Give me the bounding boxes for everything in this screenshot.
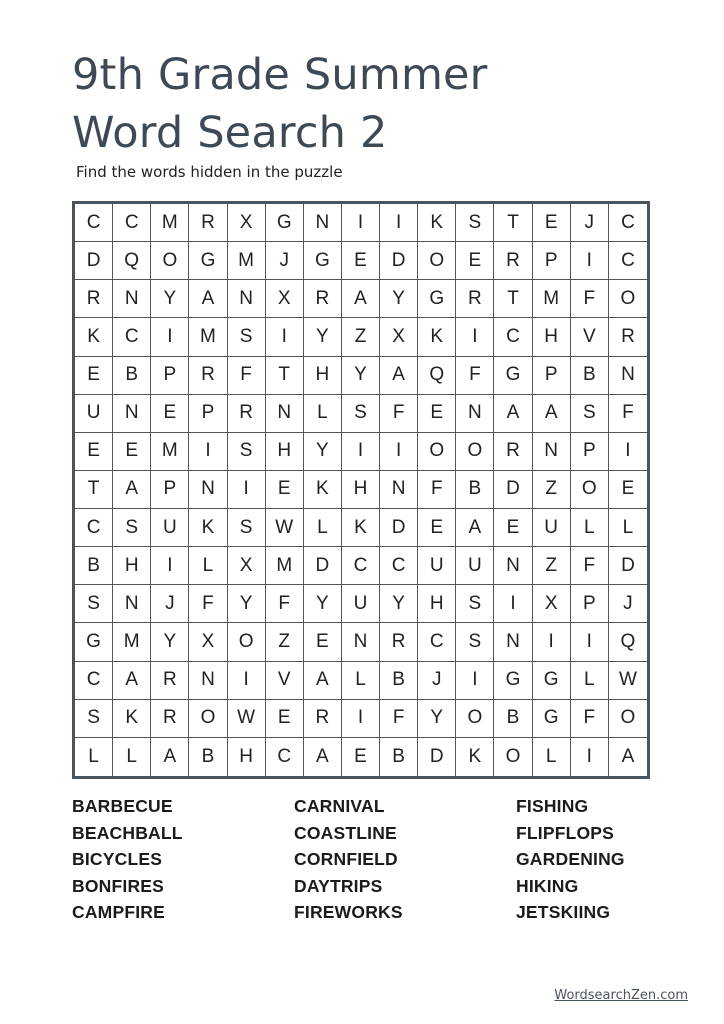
grid-cell[interactable]: T bbox=[494, 280, 532, 318]
grid-cell[interactable]: E bbox=[342, 242, 380, 280]
grid-cell[interactable]: N bbox=[494, 623, 532, 661]
grid-cell[interactable]: T bbox=[266, 357, 304, 395]
letter-grid bbox=[75, 204, 647, 776]
grid-cell[interactable]: N bbox=[266, 395, 304, 433]
grid-cell[interactable]: N bbox=[609, 357, 647, 395]
grid-cell[interactable]: W bbox=[609, 662, 647, 700]
grid-cell[interactable]: Z bbox=[533, 471, 571, 509]
grid-cell[interactable]: X bbox=[189, 623, 227, 661]
grid-cell[interactable]: P bbox=[151, 357, 189, 395]
grid-cell[interactable]: F bbox=[571, 547, 609, 585]
grid-cell[interactable]: E bbox=[75, 357, 113, 395]
grid-cell[interactable]: A bbox=[494, 395, 532, 433]
grid-cell[interactable]: R bbox=[456, 280, 494, 318]
grid-cell[interactable]: E bbox=[533, 204, 571, 242]
grid-cell[interactable]: A bbox=[304, 738, 342, 776]
grid-cell[interactable]: D bbox=[380, 242, 418, 280]
grid-cell[interactable]: J bbox=[609, 585, 647, 623]
grid-cell[interactable]: O bbox=[189, 700, 227, 738]
grid-cell[interactable]: O bbox=[151, 242, 189, 280]
grid-cell[interactable]: T bbox=[75, 471, 113, 509]
grid-cell[interactable]: E bbox=[418, 509, 456, 547]
grid-cell[interactable]: N bbox=[113, 395, 151, 433]
grid-cell[interactable]: N bbox=[189, 662, 227, 700]
grid-cell[interactable]: Y bbox=[342, 357, 380, 395]
grid-cell[interactable]: G bbox=[418, 280, 456, 318]
grid-cell[interactable]: F bbox=[380, 395, 418, 433]
grid-cell[interactable]: I bbox=[456, 662, 494, 700]
grid-cell[interactable]: E bbox=[494, 509, 532, 547]
grid-cell[interactable]: R bbox=[380, 623, 418, 661]
grid-cell[interactable]: I bbox=[189, 433, 227, 471]
grid-cell[interactable]: E bbox=[266, 700, 304, 738]
grid-cell[interactable]: O bbox=[228, 623, 266, 661]
grid-cell[interactable]: C bbox=[266, 738, 304, 776]
grid-cell[interactable]: I bbox=[266, 318, 304, 356]
grid-cell[interactable]: F bbox=[571, 700, 609, 738]
grid-cell[interactable]: B bbox=[113, 357, 151, 395]
grid-cell[interactable]: S bbox=[228, 433, 266, 471]
grid-cell[interactable]: K bbox=[456, 738, 494, 776]
grid-cell[interactable]: M bbox=[533, 280, 571, 318]
grid-cell[interactable]: X bbox=[228, 547, 266, 585]
grid-cell[interactable]: B bbox=[380, 738, 418, 776]
grid-cell[interactable]: O bbox=[494, 738, 532, 776]
grid-cell[interactable]: S bbox=[228, 318, 266, 356]
grid-cell[interactable]: N bbox=[228, 280, 266, 318]
grid-cell[interactable]: N bbox=[533, 433, 571, 471]
word-list-item: HIKING bbox=[516, 875, 579, 896]
grid-cell[interactable]: A bbox=[113, 662, 151, 700]
grid-cell[interactable]: L bbox=[304, 509, 342, 547]
word-list-item: COASTLINE bbox=[294, 822, 397, 843]
word-list-item: DAYTRIPS bbox=[294, 875, 383, 896]
word-list-item: FLIPFLOPS bbox=[516, 822, 615, 843]
grid-cell[interactable]: C bbox=[75, 509, 113, 547]
grid-cell[interactable]: I bbox=[456, 318, 494, 356]
grid-cell[interactable]: O bbox=[571, 471, 609, 509]
title-line-2: Word Search 2 bbox=[72, 108, 388, 158]
grid-cell[interactable]: X bbox=[533, 585, 571, 623]
grid-cell[interactable]: R bbox=[228, 395, 266, 433]
grid-cell[interactable]: I bbox=[609, 433, 647, 471]
grid-cell[interactable]: L bbox=[571, 509, 609, 547]
grid-cell[interactable]: H bbox=[418, 585, 456, 623]
grid-cell[interactable]: C bbox=[113, 204, 151, 242]
grid-cell[interactable]: Y bbox=[304, 433, 342, 471]
grid-cell[interactable]: I bbox=[494, 585, 532, 623]
grid-cell[interactable]: V bbox=[266, 662, 304, 700]
grid-cell[interactable]: Y bbox=[418, 700, 456, 738]
grid-cell[interactable]: H bbox=[113, 547, 151, 585]
grid-cell[interactable]: W bbox=[228, 700, 266, 738]
grid-cell[interactable]: N bbox=[456, 395, 494, 433]
grid-cell[interactable]: A bbox=[533, 395, 571, 433]
grid-cell[interactable]: G bbox=[533, 700, 571, 738]
grid-cell[interactable]: C bbox=[494, 318, 532, 356]
grid-cell[interactable]: Y bbox=[228, 585, 266, 623]
grid-cell[interactable]: Z bbox=[266, 623, 304, 661]
grid-cell[interactable]: Q bbox=[609, 623, 647, 661]
grid-cell[interactable]: S bbox=[75, 585, 113, 623]
grid-cell[interactable]: Y bbox=[151, 623, 189, 661]
grid-cell[interactable]: B bbox=[456, 471, 494, 509]
grid-cell[interactable]: H bbox=[228, 738, 266, 776]
grid-cell[interactable]: F bbox=[228, 357, 266, 395]
grid-cell[interactable]: E bbox=[342, 738, 380, 776]
grid-cell[interactable]: U bbox=[418, 547, 456, 585]
grid-cell[interactable]: P bbox=[151, 471, 189, 509]
grid-cell[interactable]: S bbox=[456, 204, 494, 242]
grid-cell[interactable]: V bbox=[571, 318, 609, 356]
grid-cell[interactable]: N bbox=[113, 280, 151, 318]
puzzle-grid bbox=[72, 201, 650, 779]
grid-cell[interactable]: S bbox=[75, 700, 113, 738]
grid-cell[interactable]: B bbox=[380, 662, 418, 700]
grid-cell[interactable]: D bbox=[304, 547, 342, 585]
grid-cell[interactable]: R bbox=[151, 700, 189, 738]
grid-cell[interactable]: E bbox=[609, 471, 647, 509]
grid-cell[interactable]: U bbox=[456, 547, 494, 585]
grid-cell[interactable]: Y bbox=[151, 280, 189, 318]
grid-cell[interactable]: U bbox=[533, 509, 571, 547]
grid-cell[interactable]: F bbox=[609, 395, 647, 433]
grid-cell[interactable]: G bbox=[494, 357, 532, 395]
grid-cell[interactable]: X bbox=[266, 280, 304, 318]
grid-cell[interactable]: A bbox=[151, 738, 189, 776]
grid-cell[interactable]: O bbox=[609, 280, 647, 318]
grid-cell[interactable]: D bbox=[75, 242, 113, 280]
grid-cell[interactable]: L bbox=[189, 547, 227, 585]
grid-cell[interactable]: G bbox=[533, 662, 571, 700]
grid-cell[interactable]: B bbox=[189, 738, 227, 776]
grid-cell[interactable]: I bbox=[228, 662, 266, 700]
grid-cell[interactable]: L bbox=[609, 509, 647, 547]
grid-cell[interactable]: C bbox=[418, 623, 456, 661]
grid-cell[interactable]: U bbox=[342, 585, 380, 623]
grid-cell[interactable]: K bbox=[189, 509, 227, 547]
grid-cell[interactable]: C bbox=[75, 204, 113, 242]
grid-cell[interactable]: U bbox=[151, 509, 189, 547]
grid-cell[interactable]: F bbox=[418, 471, 456, 509]
grid-cell[interactable]: F bbox=[456, 357, 494, 395]
grid-cell[interactable]: A bbox=[304, 662, 342, 700]
grid-cell[interactable]: K bbox=[418, 318, 456, 356]
word-list-item: GARDENING bbox=[516, 849, 625, 869]
grid-cell[interactable]: R bbox=[189, 204, 227, 242]
word-list-item: FIREWORKS bbox=[294, 902, 403, 922]
grid-cell[interactable]: P bbox=[571, 433, 609, 471]
grid-cell[interactable]: R bbox=[75, 280, 113, 318]
word-list-item: BARBECUE bbox=[72, 796, 173, 816]
grid-cell[interactable]: O bbox=[418, 242, 456, 280]
grid-cell[interactable]: X bbox=[228, 204, 266, 242]
grid-cell[interactable]: G bbox=[494, 662, 532, 700]
grid-cell[interactable]: F bbox=[266, 585, 304, 623]
grid-cell[interactable]: L bbox=[113, 738, 151, 776]
grid-cell[interactable]: I bbox=[533, 623, 571, 661]
grid-cell[interactable]: G bbox=[266, 204, 304, 242]
grid-cell[interactable]: H bbox=[342, 471, 380, 509]
grid-cell[interactable]: F bbox=[380, 700, 418, 738]
grid-cell[interactable]: M bbox=[151, 433, 189, 471]
grid-cell[interactable]: N bbox=[380, 471, 418, 509]
grid-cell[interactable]: I bbox=[380, 433, 418, 471]
word-list-item: BICYCLES bbox=[72, 849, 163, 869]
grid-cell[interactable]: G bbox=[75, 623, 113, 661]
grid-cell[interactable]: W bbox=[266, 509, 304, 547]
grid-cell[interactable]: Y bbox=[380, 280, 418, 318]
grid-cell[interactable]: S bbox=[456, 585, 494, 623]
grid-cell[interactable]: R bbox=[609, 318, 647, 356]
grid-cell[interactable]: N bbox=[342, 623, 380, 661]
grid-cell[interactable]: I bbox=[571, 623, 609, 661]
grid-cell[interactable]: K bbox=[75, 318, 113, 356]
grid-cell[interactable]: C bbox=[75, 662, 113, 700]
grid-cell[interactable]: E bbox=[75, 433, 113, 471]
grid-cell[interactable]: K bbox=[418, 204, 456, 242]
grid-cell[interactable]: J bbox=[151, 585, 189, 623]
grid-cell[interactable]: Q bbox=[113, 242, 151, 280]
grid-cell[interactable]: D bbox=[418, 738, 456, 776]
grid-cell[interactable]: E bbox=[418, 395, 456, 433]
grid-cell[interactable]: I bbox=[342, 700, 380, 738]
grid-cell[interactable]: D bbox=[494, 471, 532, 509]
grid-cell[interactable]: E bbox=[266, 471, 304, 509]
grid-cell[interactable]: C bbox=[609, 242, 647, 280]
grid-cell[interactable]: L bbox=[571, 662, 609, 700]
grid-cell[interactable]: R bbox=[494, 433, 532, 471]
grid-cell[interactable]: B bbox=[494, 700, 532, 738]
grid-cell[interactable]: S bbox=[342, 395, 380, 433]
grid-cell[interactable]: P bbox=[189, 395, 227, 433]
grid-cell[interactable]: H bbox=[304, 357, 342, 395]
grid-cell[interactable]: B bbox=[75, 547, 113, 585]
page-title bbox=[72, 46, 672, 162]
grid-cell[interactable]: N bbox=[189, 471, 227, 509]
wordsearchzen-link[interactable]: WordsearchZen.com bbox=[554, 988, 688, 1003]
grid-cell[interactable]: M bbox=[228, 242, 266, 280]
grid-cell[interactable]: A bbox=[380, 357, 418, 395]
word-list-item: BEACHBALL bbox=[72, 822, 183, 843]
subtitle: Find the words hidden in the puzzle bbox=[76, 163, 343, 181]
grid-cell[interactable]: I bbox=[342, 204, 380, 242]
grid-cell[interactable]: R bbox=[494, 242, 532, 280]
grid-cell[interactable]: R bbox=[151, 662, 189, 700]
grid-cell[interactable]: M bbox=[189, 318, 227, 356]
grid-cell[interactable]: U bbox=[75, 395, 113, 433]
grid-cell[interactable]: A bbox=[621, 745, 635, 767]
grid-cell[interactable]: P bbox=[533, 242, 571, 280]
grid-cell[interactable]: S bbox=[228, 509, 266, 547]
title-line-1: 9th Grade Summer bbox=[72, 50, 488, 100]
word-list-item: CORNFIELD bbox=[294, 849, 398, 869]
grid-cell[interactable]: J bbox=[571, 204, 609, 242]
grid-cell[interactable]: M bbox=[113, 623, 151, 661]
grid-cell[interactable]: M bbox=[266, 547, 304, 585]
grid-cell[interactable]: N bbox=[113, 585, 151, 623]
word-list bbox=[72, 793, 652, 926]
grid-cell[interactable]: A bbox=[113, 471, 151, 509]
grid-cell[interactable]: J bbox=[418, 662, 456, 700]
grid-cell[interactable]: O bbox=[418, 433, 456, 471]
word-list-item: CAMPFIRE bbox=[72, 902, 165, 922]
grid-cell[interactable]: I bbox=[228, 471, 266, 509]
grid-cell[interactable]: K bbox=[342, 509, 380, 547]
grid-cell[interactable]: O bbox=[609, 700, 647, 738]
grid-cell[interactable]: S bbox=[456, 623, 494, 661]
grid-cell[interactable]: R bbox=[189, 357, 227, 395]
grid-cell[interactable]: P bbox=[533, 357, 571, 395]
grid-cell[interactable]: G bbox=[189, 242, 227, 280]
grid-cell[interactable]: Y bbox=[304, 585, 342, 623]
grid-cell[interactable]: I bbox=[151, 318, 189, 356]
grid-cell[interactable]: K bbox=[113, 700, 151, 738]
grid-cell[interactable]: H bbox=[533, 318, 571, 356]
grid-cell[interactable]: Q bbox=[418, 357, 456, 395]
grid-cell[interactable]: O bbox=[456, 433, 494, 471]
grid-cell[interactable]: Y bbox=[380, 585, 418, 623]
grid-cell[interactable]: C bbox=[113, 318, 151, 356]
word-list-item: JETSKIING bbox=[516, 902, 611, 922]
grid-cell[interactable]: M bbox=[151, 204, 189, 242]
grid-cell[interactable]: A bbox=[456, 509, 494, 547]
word-list-item: CARNIVAL bbox=[294, 796, 385, 816]
grid-cell[interactable]: N bbox=[304, 204, 342, 242]
grid-cell[interactable]: D bbox=[380, 509, 418, 547]
grid-cell[interactable]: L bbox=[304, 395, 342, 433]
grid-cell[interactable]: Z bbox=[533, 547, 571, 585]
grid-cell[interactable]: S bbox=[113, 509, 151, 547]
grid-cell[interactable]: S bbox=[571, 395, 609, 433]
grid-cell[interactable]: F bbox=[571, 280, 609, 318]
grid-cell[interactable]: E bbox=[113, 433, 151, 471]
grid-cell[interactable]: B bbox=[571, 357, 609, 395]
grid-cell[interactable]: N bbox=[494, 547, 532, 585]
grid-cell[interactable]: C bbox=[342, 547, 380, 585]
grid-cell[interactable]: H bbox=[266, 433, 304, 471]
grid-cell[interactable]: R bbox=[304, 280, 342, 318]
grid-cell[interactable]: L bbox=[533, 738, 571, 776]
grid-cell[interactable]: A bbox=[342, 280, 380, 318]
grid-cell[interactable]: C bbox=[609, 204, 647, 242]
grid-cell[interactable]: J bbox=[266, 242, 304, 280]
grid-cell[interactable]: E bbox=[151, 395, 189, 433]
grid-cell[interactable]: I bbox=[571, 738, 609, 776]
grid-cell[interactable]: G bbox=[304, 242, 342, 280]
grid-cell[interactable]: I bbox=[342, 433, 380, 471]
grid-cell[interactable]: T bbox=[494, 204, 532, 242]
grid-cell[interactable]: D bbox=[609, 547, 647, 585]
grid-cell[interactable]: I bbox=[380, 204, 418, 242]
grid-cell[interactable]: Y bbox=[304, 318, 342, 356]
grid-cell[interactable]: I bbox=[151, 547, 189, 585]
grid-cell[interactable]: F bbox=[189, 585, 227, 623]
grid-cell[interactable]: C bbox=[380, 547, 418, 585]
grid-cell[interactable]: K bbox=[304, 471, 342, 509]
grid-cell[interactable]: O bbox=[456, 700, 494, 738]
grid-cell[interactable]: A bbox=[189, 280, 227, 318]
grid-cell[interactable]: X bbox=[380, 318, 418, 356]
grid-cell[interactable]: I bbox=[571, 242, 609, 280]
grid-cell[interactable]: L bbox=[342, 662, 380, 700]
grid-cell[interactable]: Z bbox=[342, 318, 380, 356]
grid-cell[interactable]: R bbox=[304, 700, 342, 738]
word-list-item: FISHING bbox=[516, 796, 589, 816]
grid-cell[interactable]: P bbox=[571, 585, 609, 623]
grid-cell[interactable]: L bbox=[75, 738, 113, 776]
grid-cell[interactable]: E bbox=[456, 242, 494, 280]
word-list-item: BONFIRES bbox=[72, 875, 165, 896]
grid-cell[interactable]: E bbox=[304, 623, 342, 661]
